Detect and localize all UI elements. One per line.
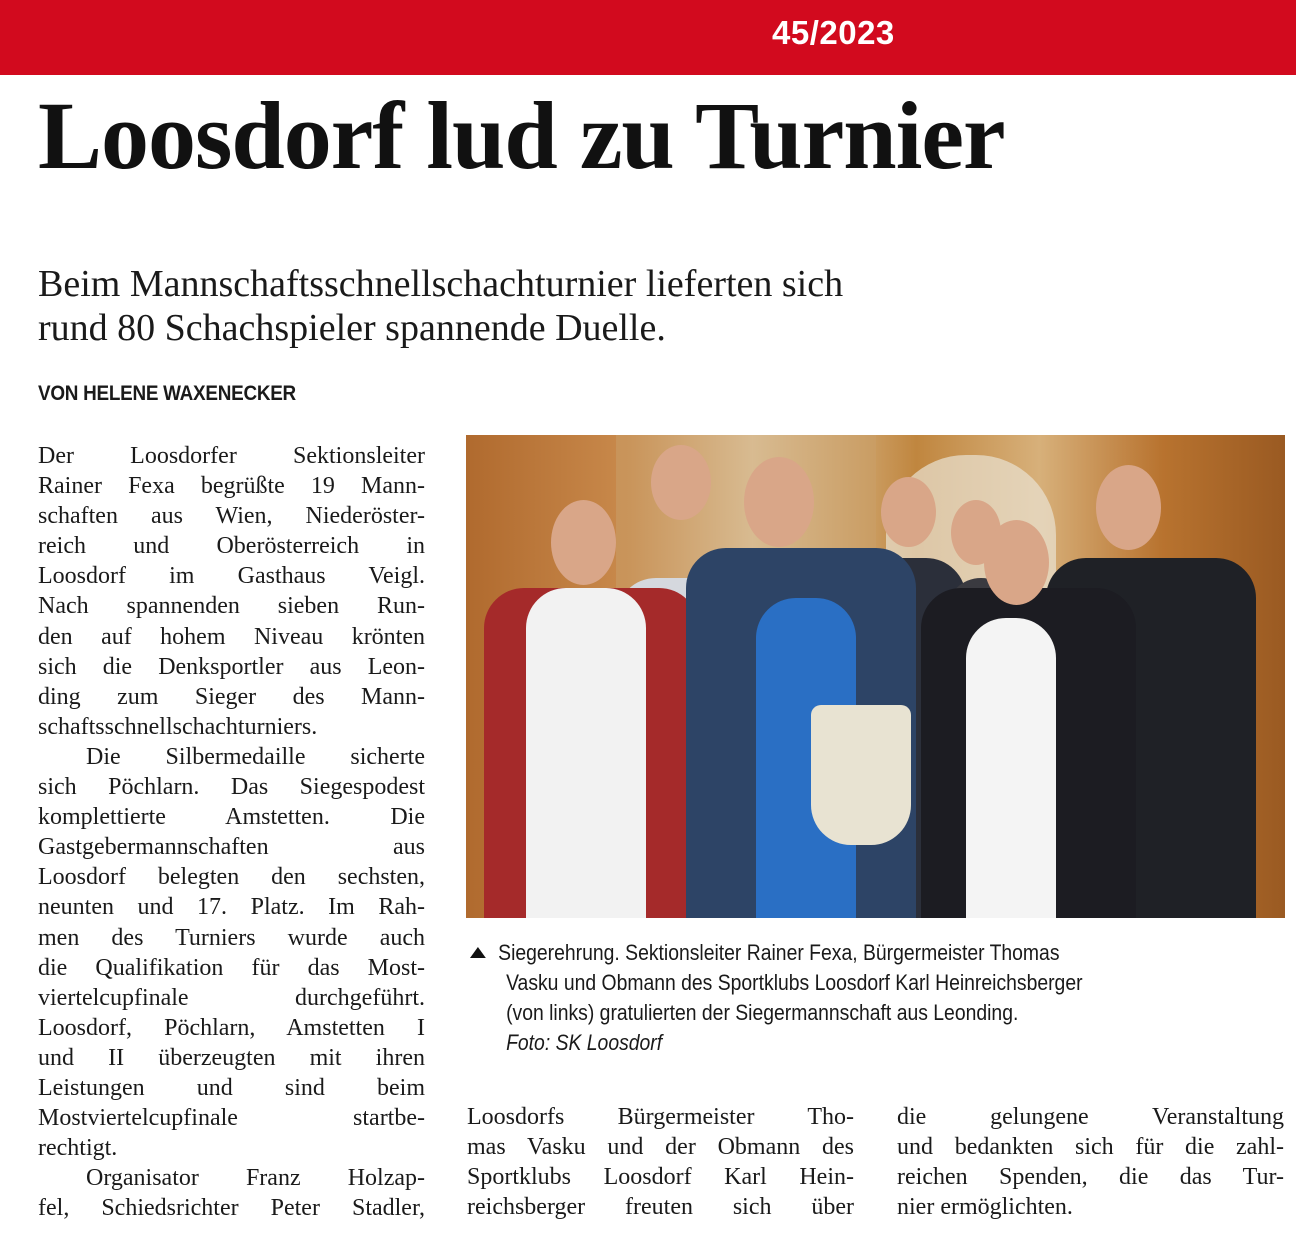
subtitle-line: Beim Mannschaftsschnellschachturnier lieferten sich [38, 263, 844, 305]
text-column-2 [467, 1102, 854, 1222]
text-line: neunten und 17. Platz. Im Rah- [38, 894, 425, 921]
text-column-3 [897, 1102, 1284, 1222]
text-line: Gastgebermannschaften aus [38, 834, 425, 861]
text-line: Loosdorf, Pöchlarn, Amstetten I [38, 1014, 425, 1041]
issue-number: 45/2023 [772, 14, 895, 51]
text-line: Organisator Franz Holzap- [86, 1165, 425, 1192]
text-line: reichsberger freuten sich über [467, 1194, 854, 1221]
text-line: den auf hohem Niveau krönten [38, 623, 425, 650]
text-line: Sportklubs Loosdorf Karl Hein- [467, 1164, 854, 1191]
text-line: und bedankten sich für die zahl- [897, 1134, 1284, 1161]
caption-line: (von links) gratulierten der Siegermannschaft aus Leonding. [506, 1000, 1019, 1025]
article-photo [466, 435, 1285, 918]
triangle-up-icon [470, 947, 486, 958]
text-line: fel, Schiedsrichter Peter Stadler, [38, 1195, 425, 1222]
text-line: Mostviertelcupfinale startbe- [38, 1105, 425, 1132]
text-line: reichen Spenden, die das Tur- [897, 1164, 1284, 1191]
subtitle-line: rund 80 Schachspieler spannende Duelle. [38, 307, 666, 349]
text-line: komplettierte Amstetten. Die [38, 804, 425, 831]
text-line: Die Silbermedaille sicherte [86, 743, 425, 770]
text-line: viertelcupfinale durchgeführt. [38, 984, 425, 1011]
text-line: Nach spannenden sieben Run- [38, 593, 425, 620]
text-line: ding zum Sieger des Mann- [38, 683, 425, 710]
article-subtitle [38, 262, 843, 350]
text-line: schaftsschnellschachturniers. [38, 713, 318, 740]
text-line: schaften aus Wien, Niederöster- [38, 503, 425, 530]
article-title: Loosdorf lud zu Turnier [38, 82, 1005, 189]
text-line: mas Vasku und der Obmann des [467, 1134, 854, 1161]
text-line: die gelungene Veranstaltung [897, 1104, 1284, 1130]
text-line: Der Loosdorfer Sektionsleiter [38, 443, 425, 469]
text-line: Rainer Fexa begrüßte 19 Mann- [38, 473, 425, 500]
text-line: Loosdorf belegten den sechsten, [38, 864, 425, 891]
byline: VON HELENE WAXENECKER [38, 382, 296, 405]
photo-caption [470, 938, 1174, 1058]
text-line: sich Pöchlarn. Das Siegespodest [38, 774, 425, 801]
text-line: Leistungen und sind beim [38, 1074, 425, 1101]
text-line: sich die Denksportler aus Leon- [38, 653, 425, 680]
text-line: rechtigt. [38, 1135, 118, 1162]
text-line: men des Turniers wurde auch [38, 924, 425, 951]
text-line: die Qualifikation für das Most- [38, 954, 425, 981]
caption-line: Siegerehrung. Sektionsleiter Rainer Fexa, Bürgermeister Thomas [498, 940, 1060, 965]
text-line: und II überzeugten mit ihren [38, 1044, 425, 1071]
text-line: reich und Oberösterreich in [38, 533, 425, 560]
text-line: Loosdorf im Gasthaus Veigl. [38, 563, 425, 590]
caption-line: Vasku und Obmann des Sportklubs Loosdorf Karl Heinreichsberger [506, 970, 1083, 995]
photo-credit: Foto: SK Loosdorf [506, 1030, 663, 1055]
text-line: nier ermöglichten. [897, 1194, 1073, 1221]
header-bar [0, 0, 1296, 75]
text-column-1 [38, 441, 425, 1223]
text-line: Loosdorfs Bürgermeister Tho- [467, 1104, 854, 1130]
